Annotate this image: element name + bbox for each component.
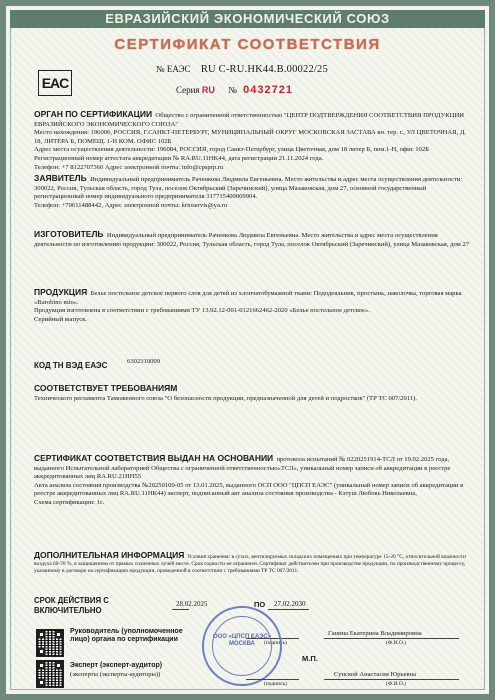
tn-ved-value: 6302310009 <box>127 358 161 365</box>
requirements-section <box>34 384 475 403</box>
head-signature-caption: (подпись) <box>264 640 287 646</box>
seal-mark: М.П. <box>302 654 318 663</box>
expert-label: Эксперт (эксперт-аудитор) <box>70 662 163 669</box>
validity-to-line <box>268 609 309 610</box>
series-number <box>176 84 293 96</box>
head-name: Ганина Екатерина Владимировна <box>328 630 422 637</box>
basis-heading: СЕРТИФИКАТ СООТВЕТСТВИЯ ВЫДАН НА ОСНОВАНИИ <box>34 453 274 463</box>
product-section <box>34 288 475 324</box>
organization-stamp <box>202 606 282 686</box>
certification-body-phone: Телефон: +7 8122707360 Адрес электронной почты: info@cpsprp.ru <box>34 163 224 171</box>
tn-ved-label: КОД ТН ВЭД ЕАЭС <box>34 361 108 370</box>
certification-body-section <box>34 110 475 172</box>
requirements-heading: СООТВЕТСТВУЕТ ТРЕБОВАНИЯМ <box>34 383 178 393</box>
tn-ved-section <box>34 358 475 372</box>
union-header: ЕВРАЗИЙСКИЙ ЭКОНОМИЧЕСКИЙ СОЮЗ <box>10 10 485 28</box>
validity-from: 28.02.2025 <box>176 600 208 608</box>
manufacturer-heading: ИЗГОТОВИТЕЛЬ <box>34 229 104 239</box>
qr-code-2 <box>36 660 64 688</box>
basis-text: протокола испытаний № 0220251914-ТСЛ от 19.02.2025 года, выданного Испытательной лабораторией Общества с ограниченной ответственностью«ТСЛ», уникальный номер записи об аккредитации в реестре аккредитованных лиц RA.RU.21НН55 <box>34 456 451 481</box>
number-value: 0432721 <box>243 84 293 96</box>
head-name-caption: (Ф.И.О.) <box>386 640 407 646</box>
product-text-3: Серийный выпуск. <box>34 315 88 323</box>
applicant-section <box>34 174 475 210</box>
validity-section <box>34 597 194 616</box>
qr-code-1 <box>36 629 64 657</box>
basis-text-2: Акта анализа состояния производства №20250109-05 от 13.01.2025, выданного ОСП ООО "ЦПСП ЕАЭС" (уникальный номер записи об аккредитации в реестре аккредитованных лиц RA.RU.11НК44) эксперт, подписанный акт анализа состояния производства - Кэтуш Любовь Николаевна, <box>34 481 464 498</box>
registration-number <box>156 64 328 75</box>
additional-info-section <box>34 552 475 575</box>
applicant-phone: Телефон: +79611488442, Адрес электронной почты: krioservis@ya.ru <box>34 201 228 209</box>
expert-signature-caption: (подпись) <box>264 681 287 687</box>
product-heading: ПРОДУКЦИЯ <box>34 287 88 297</box>
head-name-line <box>324 638 459 639</box>
validity-heading-2: ВКЛЮЧИТЕЛЬНО <box>34 605 102 615</box>
validity-from-line <box>172 609 189 610</box>
expert-name-caption: (Ф.И.О.) <box>386 681 407 687</box>
certification-body-intro: Общество с ограниченной ответственностью "ЦЕНТР ПОДТВЕРЖДЕНИЯ СООТВЕТСТВИЯ ПРОДУКЦИИ ЕВРАЗИЙСКОГО ЭКОНОМИЧЕСКОГО СОЮЗА" <box>34 112 464 128</box>
expert-name-line <box>324 679 459 680</box>
certification-body-address1: Место нахождения: 196006, РОССИЯ, Г.САНКТ-ПЕТЕРБУРГ, МУНИЦИПАЛЬНЫЙ ОКРУГ МОСКОВСКАЯ ЗАСТАВА вн. тер. г., УЛ ЦВЕТОЧНАЯ, Д. 18, ЛИТЕРА Б, ПОМЕЩ. 1-Н КОМ. ОФИС 102Б <box>34 129 467 145</box>
manufacturer-section <box>34 230 475 249</box>
applicant-heading: ЗАЯВИТЕЛЬ <box>34 173 87 183</box>
certification-body-address2: Адрес места осуществления деятельности: 196084, РОССИЯ, город Санкт-Петербург, улица Цветочная, дом 18 литер Б, пом.1-Н, офис 102Б Регистрационный номер аттестата аккредитации № RA.RU.11HK44, дата регистрации 21.11.2024 года. <box>34 146 429 162</box>
additional-info-text: Условия хранения: в сухих, вентилируемых складских помещениях при температуре 15-20 °С, относительной влажности воздуха 60-70 %, в защищенном от прямых солнечных лучей месте. Срок годности не ограничен. Сертификат действителен при производстве продукции, по производственному процессу, указанному в договоре на сертификацию продукции, проведенной в соответствии с требованиями ТР ТС 007/2011. <box>34 554 466 574</box>
basis-text-3: Схема сертификации: 1с. <box>34 498 105 506</box>
additional-info-heading: ДОПОЛНИТЕЛЬНАЯ ИНФОРМАЦИЯ <box>34 550 185 560</box>
certification-body-heading: ОРГАН ПО СЕРТИФИКАЦИИ <box>34 109 153 119</box>
certificate-title: СЕРТИФИКАТ СООТВЕТСТВИЯ <box>114 36 381 53</box>
expert-name: Сунской Анастасия Юрьевна <box>334 671 417 678</box>
reg-value: RU C-RU.HK44.B.00022/25 <box>200 64 328 75</box>
product-text: Белье постельное детское первого слоя для детей из хлопчатобумажной ткани: Пододеяльник, простынь, наволочка, торговая марка «Barobino mio». <box>34 290 462 306</box>
stamp-text: ООО «ЦПСП ЕАЭС» МОСКВА <box>212 634 272 647</box>
series-label: Серия <box>176 85 200 95</box>
applicant-text: Индивидуальный предприниматель Раченкова Людмила Евгеньевна. Место жительства и адрес места осуществления деятельности: 300022, Россия, Тульская область, город Тула, поселок Октябрьский (Заречинский), улица Мазаковская, дом 27, основной государственный регистрационный номер индивидуального предпринимателя 317715400069904. <box>34 176 463 201</box>
requirements-text: Технического регламента Таможенного союза "О безопасности продукции, предназначенной для детей и подростков" (ТР ТС 007/2011). <box>34 394 417 402</box>
expert-signature-line <box>246 679 299 680</box>
basis-section <box>34 454 475 508</box>
product-text-2: Продукция изготовлена в соответствии с требованиями ТУ 13.92.12-001-0121662462-2020 «Белье постельное детское». <box>34 307 370 315</box>
reg-label: № ЕАЭС <box>156 64 191 74</box>
eac-logo: EAC <box>38 70 72 96</box>
validity-heading: СРОК ДЕЙСТВИЯ С <box>34 596 109 605</box>
validity-to: 27.02.2030 <box>274 600 306 608</box>
manufacturer-text: Индивидуальный предприниматель Раченкова Людмила Евгеньевна. Место жительства и адрес места осуществления деятельности по изготовлению продукции: 300022, Россия, Тульская область, город Тула, поселок Октябрьский (Заречинский), улица Мазаковская, дом 27 <box>34 232 470 248</box>
validity-to-label: ПО <box>254 600 266 609</box>
number-label: № <box>228 85 237 95</box>
expert-label-2: (эксперты (эксперты-аудиторы)) <box>70 671 161 678</box>
head-label: Руководитель (уполномоченное лицо) органа по сертификации <box>70 628 183 643</box>
series-value: RU <box>201 85 215 95</box>
